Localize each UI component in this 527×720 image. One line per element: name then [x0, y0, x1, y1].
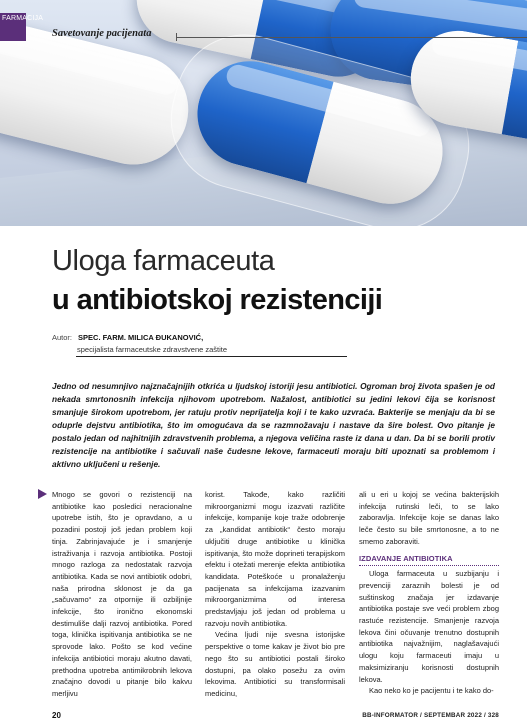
article-title-line1: Uloga farmaceuta	[52, 245, 275, 277]
body-paragraph: korist. Takođe, kako različiti mikroorganizmi mogu izazvati različite infekcije, kompanije koje traže odobrenje za „kandidat antibiotik“ često moraju uključiti druge antibiotike u klinička ispitivanja, što može doprineti terapijskom efektu i otežati merenje efekta antibiotika kandidata. Poteškoće u pronalaženju pacijenata sa infekcijama izazvanim mikroorganizmima od interesa predstavljaju još jedan od problema u razvoju novih antibiotika.	[205, 490, 345, 628]
body-paragraph: ali u eri u kojoj se većina bakterijskih infekcija rutinski leči, to se lako zaboravlja. Infekcije koje se danas lako leče često su bile smrtonosne, a to ne smemo zaboraviti.	[359, 490, 499, 546]
rubric-divider	[176, 37, 527, 38]
section-tab	[0, 13, 44, 41]
body-paragraph: Uloga farmaceuta u suzbijanju i prevenciji zaraznih bolesti je od suštinskog značaja jer izdavanje antibiotika postaje sve veći problem zbog rastuće rezistencije. Smanjenje razvoja lekova čini očuvanje trenutno dostupnih antibiotika najvažnijim, naglašavajući ulogu koju farmaceuti imaju u maksimiziranju korisnosti dostupnih lekova.	[359, 569, 499, 684]
rubric-title: Savetovanje pacijenata	[52, 28, 152, 39]
body-paragraph: Mnogo se govori o rezistenciji na antibiotike kao posledici neracionalne upotrebe istih, što je opravdano, a u pozadini postoji još jedan problem koji tinja. Zabrinjavajuće je i smanjenje istraživanja i razvoja antibiotika. Postoji mnogo razloga za nedostatak razvoja antibiotika. Kada se novi antibiotik odobri, naša prirodna sklonost je da ga „sačuvamo“ za otpornije ili ozbiljnije infekcije, što ironično ekonomski destimuliše dalji razvoj antibiotika. Pored toga, klinička ispitivanja antibiotika se ne sprovode lako. Pošto se kod većine infekcija antibiotici moraju akutno davati, prethodna upotreba antimikrobnih lekova značajno dovodi u pitanje bilo kakvu merljivu	[52, 490, 192, 698]
section-subheading: IZDAVANJE ANTIBIOTIKA	[359, 553, 499, 567]
start-arrow-icon	[38, 489, 47, 499]
author-block	[52, 332, 227, 356]
section-tab-label: FARMACIJA	[2, 15, 44, 22]
article-title-line2: u antibiotskoj rezistenciji	[52, 284, 383, 316]
lead-paragraph: Jedno od nesumnjivo najznačajnijih otkrića u ljudskoj istoriji jesu antibiotici. Ogroman broj života spašen je od nekada smrtonosnih infekcija njihovom upotrebom. Nažalost, antibiotici su jedini lekovi čija se korisnost smanjuje širokom upotrebom, jer ratuju protiv neprijatelja koji i te kako uzvraća. Bakterije se menjaju da bi se oduprle dejstvu antibiotika, što im omogućava da se razmnožavaju i nastave da šire bolest. Ovo pitanje je postalo jedan od najhitnijih zdravstvenih problema, a njegova veličina raste iz dana u dan. Da bi se borili protiv rezistencije na antibiotike i sačuvali naše čudesne lekove, farmaceuti moraju biti upoznati sa problemom i aktivno uključeni u rešenje.	[52, 381, 495, 469]
page-number: 20	[52, 711, 61, 720]
body-column-2	[205, 489, 345, 700]
magazine-issue: BB-INFORMATOR / SEPTEMBAR 2022 / 328	[362, 712, 499, 719]
body-paragraph: Kao neko ko je pacijentu i te kako do-	[369, 686, 494, 696]
author-label: Autor:	[52, 333, 73, 342]
body-column-1	[52, 489, 192, 700]
author-name: SPEC. FARM. MILICA ĐUKANOVIĆ,	[78, 333, 204, 342]
author-role: specijalista farmaceutske zdravstvene zaštite	[77, 345, 228, 354]
hero-image	[0, 0, 527, 226]
body-paragraph: Većina ljudi nije svesna istorijske perspektive o tome kakav je život bio pre nego što su antibiotici postali široko dostupni, pa olako posežu za ovim lekovima. Antibiotici su transformisali medicinu,	[205, 630, 345, 698]
body-column-3	[359, 489, 499, 697]
author-divider	[76, 356, 347, 357]
